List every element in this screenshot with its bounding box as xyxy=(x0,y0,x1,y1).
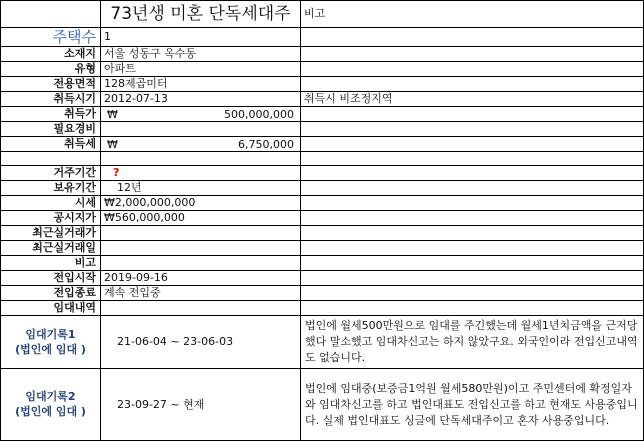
residence-row xyxy=(1,166,644,181)
lease-record-title: 임대기록1 xyxy=(25,327,76,341)
expense-remark xyxy=(301,122,644,137)
move-out-remark xyxy=(301,286,644,301)
type-value: 아파트 xyxy=(101,62,301,77)
move-out-row xyxy=(1,286,644,301)
acq-tax-row xyxy=(1,137,644,152)
acq-tax-remark xyxy=(301,137,644,152)
market-label: 시세 xyxy=(1,196,101,211)
area-remark xyxy=(301,77,644,92)
lease-record-row xyxy=(1,316,644,369)
remark-remark xyxy=(301,256,644,271)
page-title: 73년생 미혼 단독세대주 xyxy=(101,1,301,28)
count-value: 1 xyxy=(101,28,301,47)
spacer-cell xyxy=(1,152,101,166)
lease-record-period: 23-09-27 ~ 현재 xyxy=(101,369,301,441)
location-row xyxy=(1,47,644,62)
currency-symbol: ₩ xyxy=(107,108,118,121)
acq-price-row xyxy=(1,107,644,122)
lease-record-label xyxy=(1,316,101,369)
holding-label: 보유기간 xyxy=(1,181,101,196)
move-out-label: 전입종료 xyxy=(1,286,101,301)
market-value: ₩2,000,000,000 xyxy=(101,196,301,211)
lease-label: 임대내역 xyxy=(1,301,101,316)
remark-header: 비고 xyxy=(301,1,644,28)
location-remark xyxy=(301,47,644,62)
type-remark xyxy=(301,62,644,77)
count-row xyxy=(1,28,644,47)
recent-price-value xyxy=(101,226,301,241)
lease-value xyxy=(101,301,301,316)
move-in-value: 2019-09-16 xyxy=(101,271,301,286)
expense-row xyxy=(1,122,644,137)
location-label: 소재지 xyxy=(1,47,101,62)
lease-remark xyxy=(301,301,644,316)
holding-remark xyxy=(301,181,644,196)
lease-record-note: 법인에 임대중(보증금1억원 월세580만원)이고 주민센터에 확정일자와 임대차신고를 하고 법인대표도 전입신고를 하고 현재도 사용중입니다. 실제 법인대표도 싱글에 단독세대주이고 혼자 사용중입니다. xyxy=(301,369,644,441)
recent-date-remark xyxy=(301,241,644,256)
official-remark xyxy=(301,211,644,226)
acq-price-label: 취득가 xyxy=(1,107,101,122)
remark-value xyxy=(101,256,301,271)
lease-record-label xyxy=(1,369,101,441)
move-in-label: 전입시작 xyxy=(1,271,101,286)
residence-label: 거주기간 xyxy=(1,166,101,181)
acq-price-cell xyxy=(101,107,301,122)
type-row xyxy=(1,62,644,77)
lease-record-note: 법인에 월세500만원으로 임대를 주긴했는데 월세1년치금액을 근저당했다 말소했고 임대차신고는 하지 않았구요. 외국인이라 전입신고내역도 없습니다. xyxy=(301,316,644,369)
lease-record-sub: (법인에 임대 ) xyxy=(15,342,86,356)
count-remark xyxy=(301,28,644,47)
official-row xyxy=(1,211,644,226)
acq-price-remark xyxy=(301,107,644,122)
lease-record-sub: (법인에 임대 ) xyxy=(15,405,86,418)
expense-value xyxy=(101,122,301,137)
move-in-row xyxy=(1,271,644,286)
title-row xyxy=(1,1,644,28)
acq-tax-value: 6,750,000 xyxy=(238,138,294,151)
recent-date-row xyxy=(1,241,644,256)
acq-price-value: 500,000,000 xyxy=(224,108,294,121)
move-out-value: 계속 전입중 xyxy=(101,286,301,301)
market-remark xyxy=(301,196,644,211)
count-label: 주택수 xyxy=(1,28,101,47)
type-label: 유형 xyxy=(1,62,101,77)
acq-date-row xyxy=(1,92,644,107)
spacer-row xyxy=(1,152,644,166)
lease-row xyxy=(1,301,644,316)
acq-tax-label: 취득세 xyxy=(1,137,101,152)
corner-cell xyxy=(1,1,101,28)
acq-tax-cell xyxy=(101,137,301,152)
spacer-cell xyxy=(101,152,301,166)
residence-value: ? xyxy=(101,166,301,181)
recent-price-row xyxy=(1,226,644,241)
acq-date-label: 취득시기 xyxy=(1,92,101,107)
holding-value: 12년 xyxy=(101,181,301,196)
acq-date-value: 2012-07-13 xyxy=(101,92,301,107)
lease-record-title: 임대기록2 xyxy=(25,390,76,403)
area-row xyxy=(1,77,644,92)
acq-date-remark: 취득시 비조정지역 xyxy=(301,92,644,107)
area-label: 전용면적 xyxy=(1,77,101,92)
spacer-cell xyxy=(301,152,644,166)
residence-remark xyxy=(301,166,644,181)
area-value: 128제곱미터 xyxy=(101,77,301,92)
lease-record-period: 21-06-04 ~ 23-06-03 xyxy=(101,316,301,369)
remark-row xyxy=(1,256,644,271)
holding-row xyxy=(1,181,644,196)
market-row xyxy=(1,196,644,211)
recent-price-label: 최근실거래가 xyxy=(1,226,101,241)
currency-symbol: ₩ xyxy=(107,138,118,151)
expense-label: 필요경비 xyxy=(1,122,101,137)
official-value: ₩560,000,000 xyxy=(101,211,301,226)
recent-date-label: 최근실거래일 xyxy=(1,241,101,256)
lease-record-row xyxy=(1,369,644,441)
recent-price-remark xyxy=(301,226,644,241)
remark-label: 비고 xyxy=(1,256,101,271)
move-in-remark xyxy=(301,271,644,286)
location-value: 서울 성동구 옥수동 xyxy=(101,47,301,62)
official-label: 공시지가 xyxy=(1,211,101,226)
recent-date-value xyxy=(101,241,301,256)
